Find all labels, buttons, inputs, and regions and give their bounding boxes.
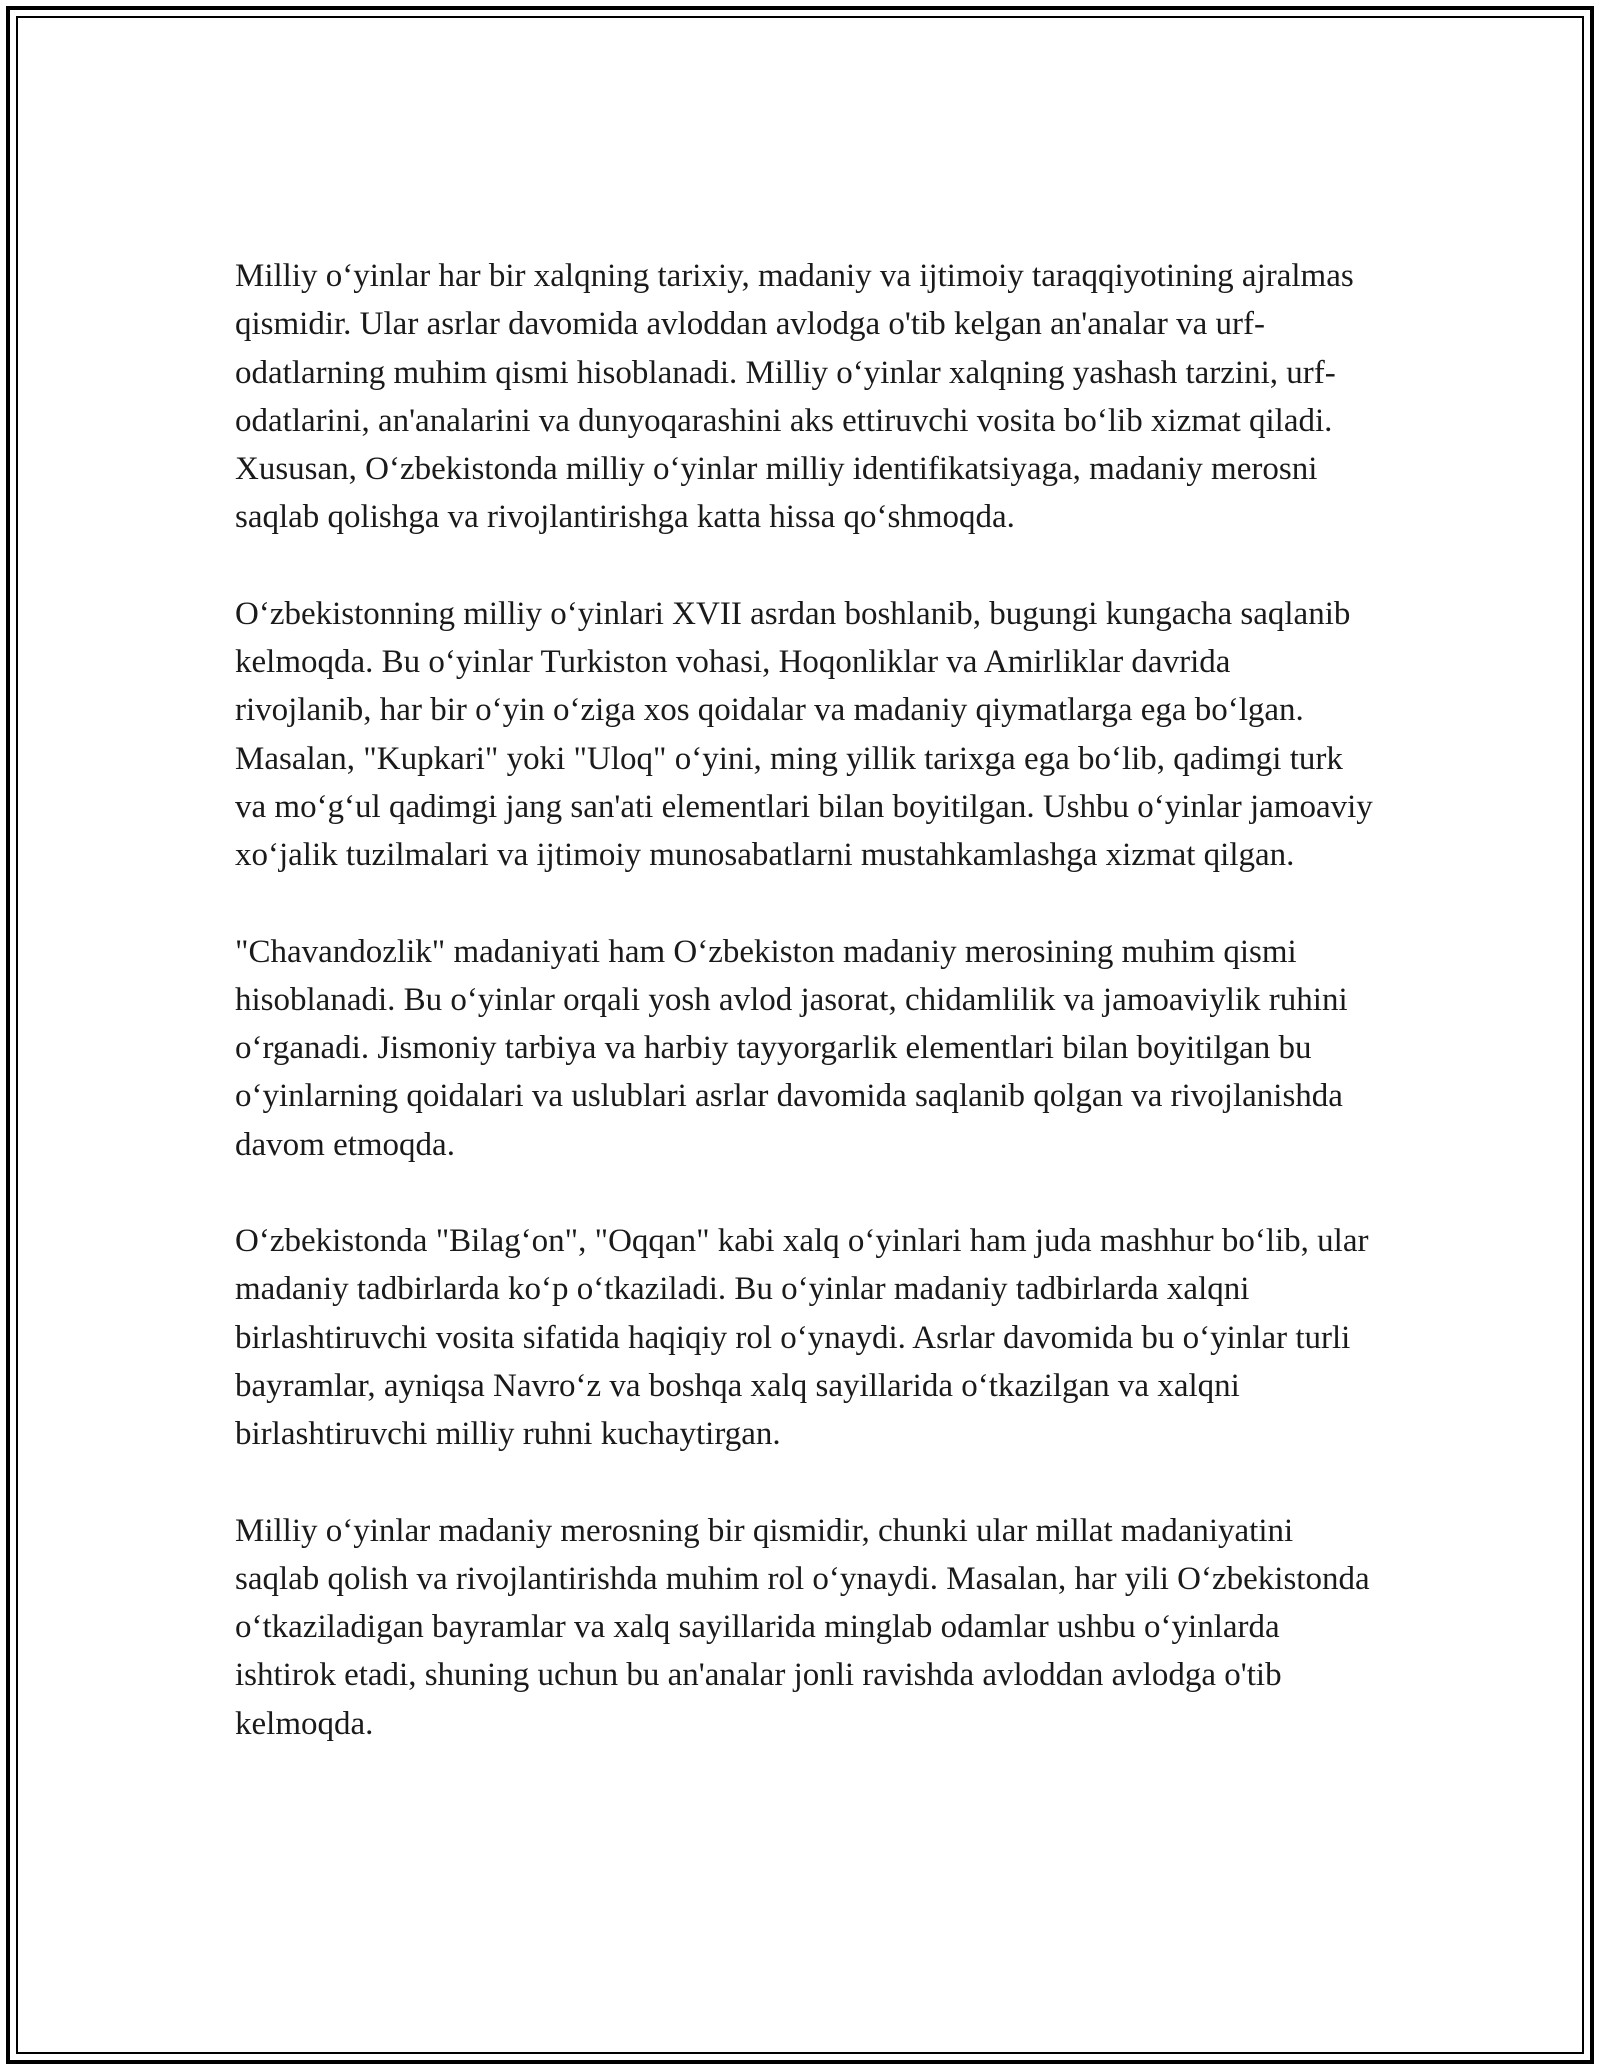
paragraph-5: Milliy o‘yinlar madaniy merosning bir qismidir, chunki ular millat madaniyatini saqlab qolish va rivojlantirishda muhim rol o‘ynaydi. Masalan, har yili O‘zbekistonda o‘tkaziladigan bayramlar va xalq sayillarida minglab odamlar ushbu o‘yinlarda ishtirok etadi, shuning uchun bu an'analar jonli ravishda avloddan avlodga o'tib kelmoqda. [235,1512,1370,1742]
document-body [235,252,1375,1748]
paragraph-1: Milliy o‘yinlar har bir xalqning tarixiy, madaniy va ijtimoiy taraqqiyotining ajralmas qismidir. Ular asrlar davomida avloddan avlodga o'tib kelgan an'analar va urf-odatlarning muhim qismi hisoblanadi. Milliy o‘yinlar xalqning yashash tarzini, urf-odatlarini, an'analarini va dunyoqarashini aks ettiruvchi vosita bo‘lib xizmat qiladi. Xususan, O‘zbekistonda milliy o‘yinlar milliy identifikatsiyaga, madaniy merosni saqlab qolishga va rivojlantirishga katta hissa qo‘shmoqda. [235,258,1354,536]
paragraph-3: "Chavandozlik" madaniyati ham O‘zbekiston madaniy merosining muhim qismi hisoblanadi. Bu o‘yinlar orqali yosh avlod jasorat, chidamlilik va jamoaviylik ruhini o‘rganadi. Jismoniy tarbiya va harbiy tayyorgarlik elementlari bilan boyitilgan bu o‘yinlarning qoidalari va uslublari asrlar davomida saqlanib qolgan va rivojlanishda davom etmoqda. [235,933,1348,1163]
paragraph-2: O‘zbekistonning milliy o‘yinlari XVII asrdan boshlanib, bugungi kungacha saqlanib kelmoqda. Bu o‘yinlar Turkiston vohasi, Hoqonliklar va Amirliklar davrida rivojlanib, har bir o‘yin o‘ziga xos qoidalar va madaniy qiymatlarga ega bo‘lgan. Masalan, "Kupkari" yoki "Uloq" o‘yini, ming yillik tarixga ega bo‘lib, qadimgi turk va mo‘g‘ul qadimgi jang san'ati elementlari bilan boyitilgan. Ushbu o‘yinlar jamoaviy xo‘jalik tuzilmalari va ijtimoiy munosabatlarni mustahkamlashga xizmat qilgan. [235,595,1373,874]
paragraph-4: O‘zbekistonda "Bilag‘on", "Oqqan" kabi xalq o‘yinlari ham juda mashhur bo‘lib, ular madaniy tadbirlarda ko‘p o‘tkaziladi. Bu o‘yinlar madaniy tadbirlarda xalqni birlashtiruvchi vosita sifatida haqiqiy rol o‘ynaydi. Asrlar davomida bu o‘yinlar turli bayramlar, ayniqsa Navro‘z va boshqa xalq sayillarida o‘tkazilgan va xalqni birlashtiruvchi milliy ruhni kuchaytirgan. [235,1223,1369,1453]
